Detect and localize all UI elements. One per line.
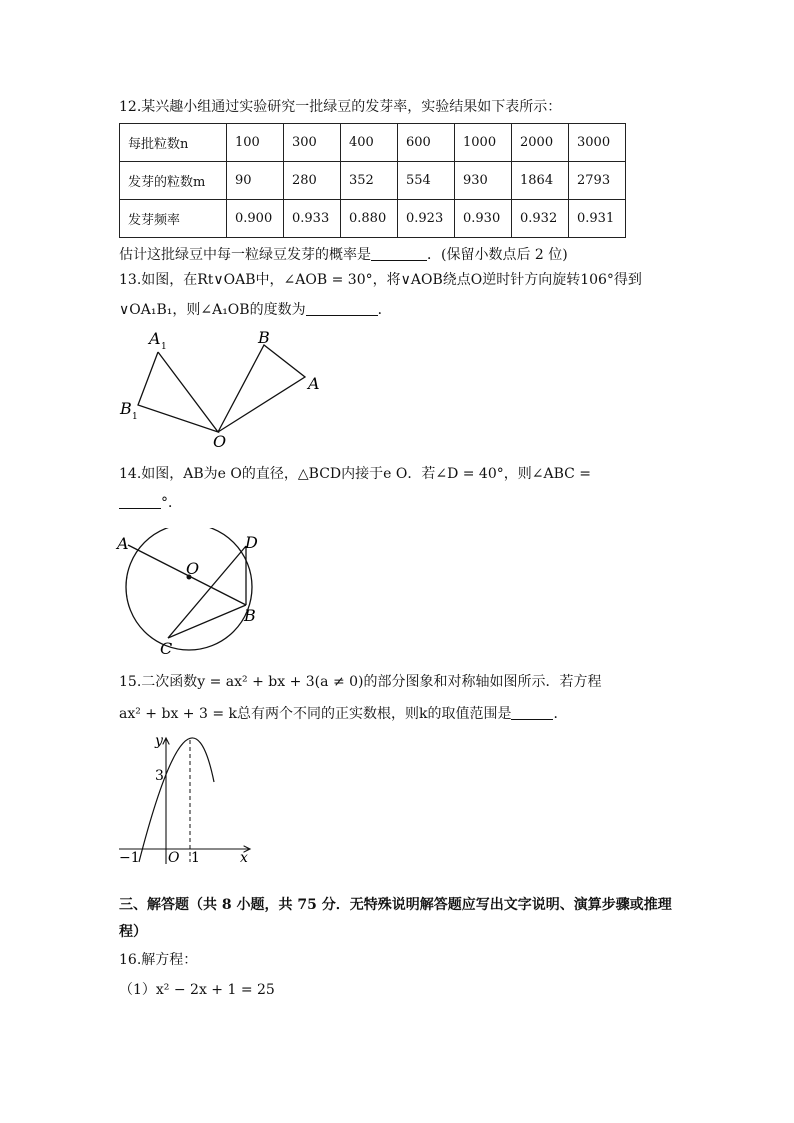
- table-cell: 2000: [512, 124, 569, 162]
- q16-title: 16.解方程：: [119, 952, 198, 968]
- table-cell: 352: [341, 162, 398, 200]
- table-cell: 0.931: [569, 200, 626, 238]
- q14-degree: °．: [161, 495, 182, 511]
- table-cell: 0.932: [512, 200, 569, 238]
- table-cell: 600: [398, 124, 455, 162]
- q13-line2-text: ∨OA₁B₁，则∠A₁OB的度数为: [119, 302, 306, 318]
- label-a: A: [308, 374, 320, 393]
- label-y: y: [155, 733, 163, 749]
- label-d: D: [245, 533, 258, 552]
- q13-period: ．: [377, 302, 392, 318]
- q14-line1: 14.如图，AB为e O的直径，△BCD内接于e O．若∠D = 40°，则∠ABC =: [119, 466, 592, 482]
- table-row: [120, 162, 626, 200]
- label-b1-sub: 1: [132, 412, 138, 422]
- q12-question: [119, 244, 568, 264]
- table-row: [120, 124, 626, 162]
- answer-blank[interactable]: [119, 494, 161, 509]
- chord-dc: [168, 546, 246, 638]
- triangle-oab: [218, 345, 305, 432]
- table-row: [120, 200, 626, 238]
- q12-prompt: 12.某兴趣小组通过实验研究一批绿豆的发芽率，实验结果如下表所示：: [119, 99, 562, 115]
- label-three: 3: [155, 768, 164, 784]
- q13-line1: 13.如图，在Rt∨OAB中，∠AOB = 30°，将∨AOB绕点O逆时针方向旋转106°得到: [119, 272, 642, 288]
- answer-blank[interactable]: [371, 246, 427, 261]
- table-cell: 0.900: [227, 200, 284, 238]
- q13-line2: [119, 299, 392, 319]
- q12-question-text: 估计这批绿豆中每一粒绿豆发芽的概率是: [119, 247, 371, 263]
- parabola-curve: [139, 738, 214, 862]
- table-cell: 100: [227, 124, 284, 162]
- rotation-figure: [110, 325, 340, 450]
- table-cell: 0.880: [341, 200, 398, 238]
- table-cell: 0.933: [284, 200, 341, 238]
- section3-line2: 程）: [119, 924, 147, 940]
- label-b: B: [244, 606, 256, 625]
- label-b1: B: [120, 399, 132, 418]
- table-cell: 3000: [569, 124, 626, 162]
- table-cell: 280: [284, 162, 341, 200]
- q14-line2: [119, 492, 182, 512]
- q15-line2-text: ax² + bx + 3 = k总有两个不同的正实数根，则k的取值范围是: [119, 706, 512, 722]
- label-c: C: [160, 639, 173, 658]
- table-cell: 90: [227, 162, 284, 200]
- table-cell: 400: [341, 124, 398, 162]
- label-b: B: [258, 328, 270, 347]
- label-o: O: [186, 559, 200, 578]
- label-neg-one: −1: [119, 850, 140, 866]
- section3-line1: 三、解答题（共 8 小题，共 75 分．无特殊说明解答题应写出文字说明、演算步骤或推理: [119, 897, 672, 913]
- label-o: O: [213, 432, 227, 450]
- label-o: O: [168, 850, 180, 866]
- answer-blank[interactable]: [511, 705, 553, 720]
- label-one: 1: [191, 850, 200, 866]
- row-header: 发芽的粒数m: [120, 162, 227, 200]
- label-a: A: [117, 534, 129, 553]
- table-cell: 1000: [455, 124, 512, 162]
- q12-question-note: ．(保留小数点后 2 位): [427, 247, 568, 263]
- table-cell: 554: [398, 162, 455, 200]
- row-header: 发芽频率: [120, 200, 227, 238]
- q15-period: ．: [553, 706, 568, 722]
- label-a1-sub: 1: [161, 342, 167, 352]
- table-cell: 1864: [512, 162, 569, 200]
- label-x: x: [240, 850, 248, 866]
- table-cell: 930: [455, 162, 512, 200]
- q15-line2: [119, 703, 567, 723]
- table-cell: 300: [284, 124, 341, 162]
- circle-figure: [113, 528, 288, 658]
- circle-o: [126, 528, 252, 650]
- q16-part1: （1）x² − 2x + 1 = 25: [119, 982, 275, 998]
- triangle-oa1b1: [138, 352, 218, 432]
- row-header: 每批粒数n: [120, 124, 227, 162]
- table-cell: 0.930: [455, 200, 512, 238]
- parabola-graph: [115, 730, 260, 870]
- q15-line1: 15.二次函数y = ax² + bx + 3(a ≠ 0)的部分图象和对称轴如图所示．若方程: [119, 674, 602, 690]
- table-cell: 2793: [569, 162, 626, 200]
- table-cell: 0.923: [398, 200, 455, 238]
- answer-blank[interactable]: [306, 301, 378, 316]
- germination-table: [119, 123, 626, 238]
- chord-cb: [168, 605, 246, 638]
- label-a1: A: [149, 329, 161, 348]
